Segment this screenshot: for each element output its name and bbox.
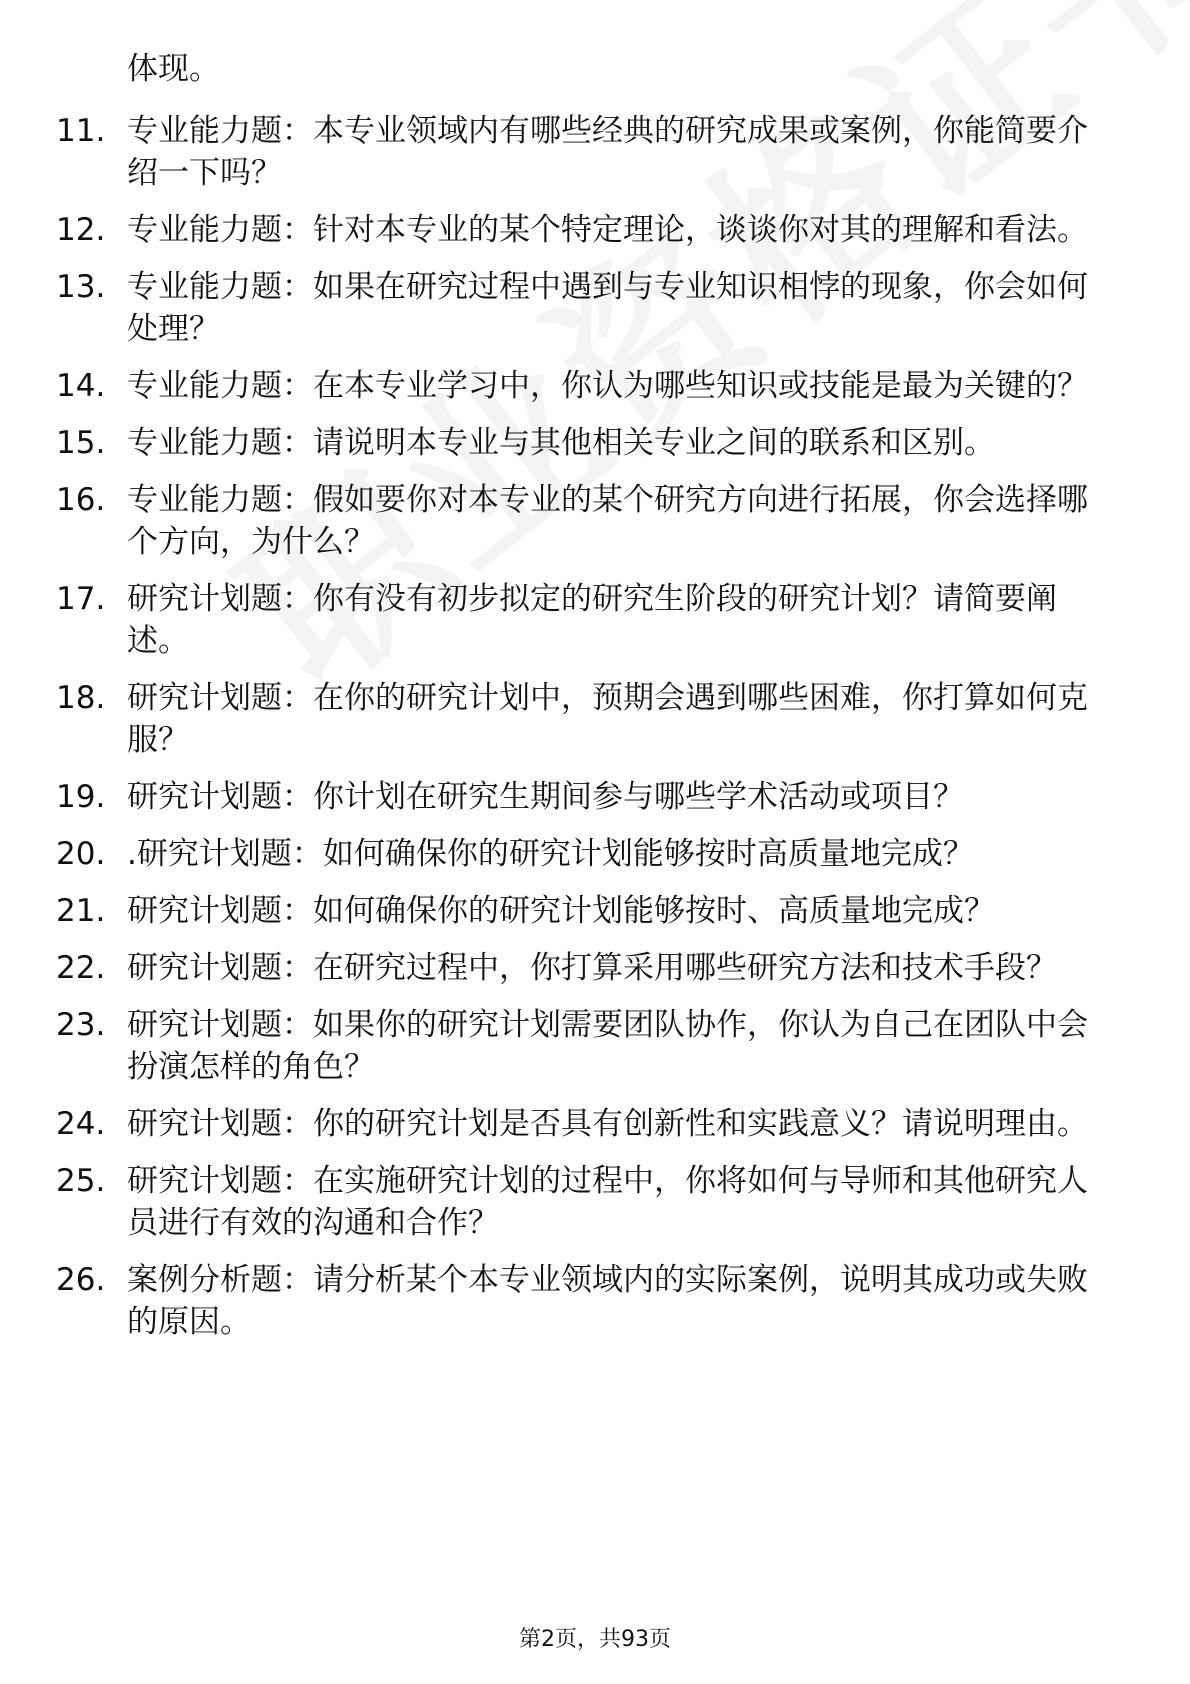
list-item	[56, 1103, 1116, 1145]
list-item	[56, 1259, 1116, 1343]
item-number: 15.	[56, 425, 106, 461]
list-item	[56, 776, 1116, 818]
item-text: 专业能力题：本专业领域内有哪些经典的研究成果或案例，你能简要介绍一下吗？	[127, 113, 1088, 191]
list-item	[56, 578, 1116, 662]
item-text: 专业能力题：在本专业学习中，你认为哪些知识或技能是最为关键的？	[127, 368, 1088, 404]
item-text: 专业能力题：假如要你对本专业的某个研究方向进行拓展，你会选择哪个方向，为什么？	[127, 482, 1088, 560]
item-text: 研究计划题：在你的研究计划中，预期会遇到哪些困难，你打算如何克服？	[127, 680, 1088, 758]
list-item	[56, 677, 1116, 761]
item-number: 13.	[56, 269, 106, 305]
list-item	[56, 266, 1116, 350]
item-text: 研究计划题：你的研究计划是否具有创新性和实践意义？请说明理由。	[127, 1106, 1088, 1142]
item-number: 14.	[56, 368, 106, 404]
list-item	[56, 947, 1116, 989]
continued-text: 体现。	[127, 51, 220, 87]
item-number: 20.	[56, 836, 106, 872]
item-number: 11.	[56, 113, 106, 149]
list-item	[56, 1160, 1116, 1244]
item-text: 专业能力题：请说明本专业与其他相关专业之间的联系和区别。	[127, 425, 995, 461]
item-number: 21.	[56, 893, 106, 929]
item-text: 研究计划题：如何确保你的研究计划能够按时、高质量地完成？	[127, 893, 995, 929]
item-text: 研究计划题：在实施研究计划的过程中，你将如何与导师和其他研究人员进行有效的沟通和合作？	[127, 1163, 1088, 1241]
item-number: 23.	[56, 1007, 106, 1043]
question-list	[56, 110, 1116, 1358]
item-number: 18.	[56, 680, 106, 716]
list-item	[56, 209, 1116, 251]
list-item	[56, 833, 1116, 875]
list-item	[56, 890, 1116, 932]
list-item	[56, 110, 1116, 194]
item-text: 研究计划题：你计划在研究生期间参与哪些学术活动或项目？	[127, 779, 964, 815]
item-number: 17.	[56, 581, 106, 617]
item-number: 12.	[56, 212, 106, 248]
list-item	[56, 422, 1116, 464]
list-item	[56, 365, 1116, 407]
page-footer: 第2页，共93页	[519, 1627, 671, 1652]
item-number: 25.	[56, 1163, 106, 1199]
item-number: 22.	[56, 950, 106, 986]
item-text: 研究计划题：你有没有初步拟定的研究生阶段的研究计划？请简要阐述。	[127, 581, 1057, 659]
item-number: 26.	[56, 1262, 106, 1298]
item-text: 研究计划题：如果你的研究计划需要团队协作，你认为自己在团队中会扮演怎样的角色？	[127, 1007, 1088, 1085]
item-number: 19.	[56, 779, 106, 815]
item-text: 专业能力题：如果在研究过程中遇到与专业知识相悖的现象，你会如何处理？	[127, 269, 1088, 347]
item-text: 专业能力题：针对本专业的某个特定理论，谈谈你对其的理解和看法。	[127, 212, 1088, 248]
list-item	[56, 1004, 1116, 1088]
item-number: 24.	[56, 1106, 106, 1142]
item-number: 16.	[56, 482, 106, 518]
item-text: 研究计划题：在研究过程中，你打算采用哪些研究方法和技术手段？	[127, 950, 1057, 986]
item-text: 案例分析题：请分析某个本专业领域内的实际案例，说明其成功或失败的原因。	[127, 1262, 1088, 1340]
item-text: .研究计划题：如何确保你的研究计划能够按时高质量地完成？	[127, 836, 974, 872]
list-item	[56, 479, 1116, 563]
